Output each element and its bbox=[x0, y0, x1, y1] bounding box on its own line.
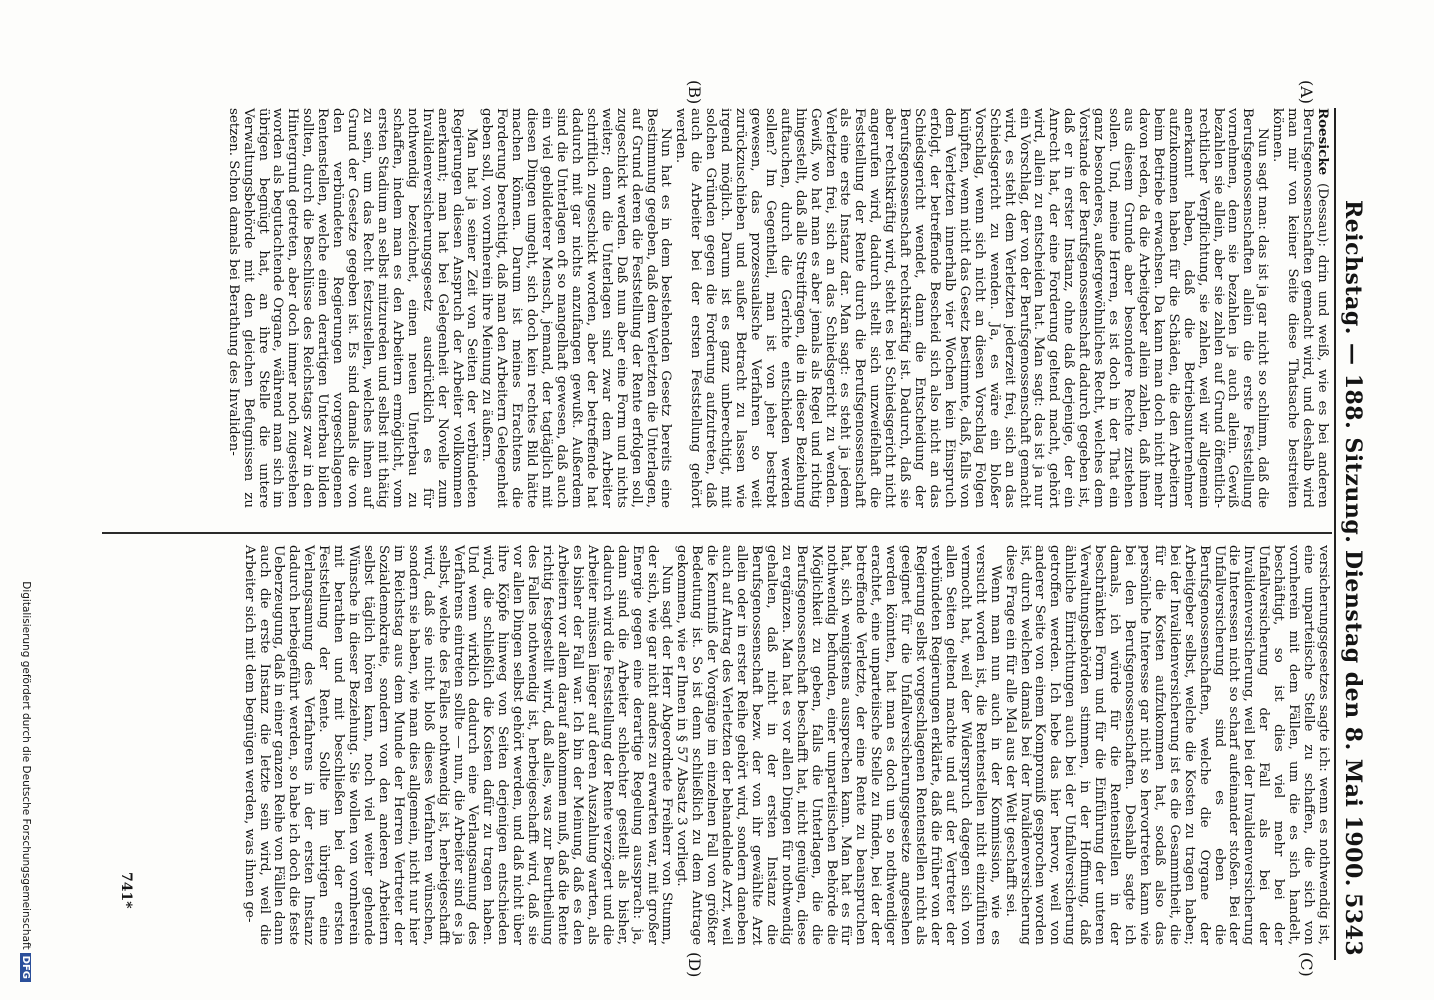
digitization-credit bbox=[20, 0, 32, 1000]
right-paragraph-2: Wenn man nun auch in der Kommission, wie es versucht worden ist, die Rentenstellen nicht einzuführen vermocht hat, weil der Widerspruch dagegen sich von allen Seiten geltend machte und auf der Vertreter der verbündeten Regierungen erklärte, daß die früher von der Regierung selbst vorgeschlagenen Rentenstellen nicht als geeignet für die Unfallversicherungsgesetze angesehen werden könnten, hat man es doch um so nothwendiger erachtet, eine unparteiische Stelle zu finden, bei der der betreffende Verletzte, der eine Rente zu beanspruchen hat, sich wenigstens aussprechen kann. Man hat es für nothwendig befunden, einer unparteiischen Behörde die Möglichkeit zu geben, falls die Unterlagen, die die Berufsgenossenschaft beschafft hat, nicht genügen, diese zu ergänzen. Man hat es vor allen Dingen für nothwendig gehalten, daß nicht in der ersten Instanz die Berufsgenossenschaft bezw. der von ihr gewählte Arzt allein oder in erster Reihe gehört wird, sondern daneben auch auf Antrag des Verletzten der behandelnde Arzt, weil die Kenntniß der Vorgänge im einzelnen Fall von größter Bedeutung ist. So ist denn schließlich zu dem Antrage gekommen, wie er Ihnen in § 57 Absatz 3 vorliegt. bbox=[674, 545, 1003, 945]
margin-letter-d: (D) bbox=[685, 952, 704, 978]
right-paragraph-3: Nun sagt der Herr Abgeordnete Freiherr von Stumm, der sich, wie gar nicht anders zu erwarten war, mit großer Energie gegen eine derartige Regelung aussprach: ja, dann sind die Arbeiter schlechter gestellt als bisher, dadurch wird die Feststellung der Rente verzögert und die Arbeiter müssen länger auf deren Auszahlung warten, als es bisher der Fall war. Ich bin der Meinung, daß es den Arbeitern vor allem darauf ankommen muß, daß die Rente richtig festgestellt wird, daß alles, was zur Beurtheilung des Falles nothwendig ist, herbeigeschafft wird, daß sie vor allen Dingen selbst gehört werden, und daß nicht über ihre Köpfe hinweg von Seiten derjenigen entschieden wird, die schließlich die Kosten dafür zu tragen haben. Und wenn wirklich dadurch eine Verlangsamung des Verfahrens eintreten sollte — nun, die Arbeiter sind es ja selbst, welche des Falles nothwendig ist, herbeigeschafft wird, daß sie nicht bloß dieses Verfahren wünschen, sondern sie haben, wie man dies allgemein, nicht nur hier im Reichstag aus dem Munde der Herren Vertreter der Sozialdemokratie, sondern von den anderen Arbeitern selbst täglich hören kann, noch viel weiter gehende Wünsche in dieser Beziehung. Sie wollen von vornherein mit berathen und mit beschließen bei der ersten Feststellung der Rente. Sollte im übrigen eine Verlangsamung des Verfahrens in der ersten Instanz dadurch herbeigeführt werden, so habe ich doch die feste Ueberzeugung, daß in einer ganzen Reihe von Fällen dann auch die erste Instanz die letzte sein wird, weil die Arbeiter sich mit dem begnügen werden, was ihnen ge- bbox=[241, 545, 675, 945]
speaker-suffix: (Dessau): bbox=[1315, 175, 1330, 247]
column-divider bbox=[102, 532, 1332, 534]
margin-letter-b: (B) bbox=[685, 80, 704, 105]
left-column bbox=[225, 108, 1330, 508]
dfg-logo: DFG bbox=[20, 953, 31, 982]
left-paragraph-1-text: drin und weiß, wie es bei anderen Berufsgenossenschaften gemacht wird, und deshalb wird man mir von keiner Seite diese Thatsache bestreiten können. bbox=[1270, 108, 1330, 508]
right-paragraph-1: versicherungsgesetzes sagte ich: wenn es nothwendig ist, eine unparteiische Stelle zu schaffen, die sich von vornherein mit dem Fällen, um die es sich handelt, beschäftigt, so ist dies viel mehr bei der Unfallversicherung der Fall als bei der Invalidenversicherung, weil bei der Invalidenversicherung die Interessen nicht so scharf aufeinander stoßen. Bei der Unfallversicherung sind es eben die Berufsgenossenschaften, welche die Organe der Arbeitgeber selbst, welche die Kosten zu tragen haben; bei der Invalidenversicherung ist es die Gesammtheit, die für die Kosten aufzukommen hat, sodaß also das persönliche Interesse gar nicht so hervortreten kann wie bei den Berufsgenossenschaften. Deshalb sagte ich damals, ich würde für die Rentenstellen in der beschränkten Form und für die Einführung der unteren Verwaltungsbehörden stimmen, in der Hoffnung, daß ähnliche Einrichtungen auch bei der Unfallversicherung getroffen werden. Ich hebe das hier hervor, weil von anderer Seite von einem Kompromiß gesprochen worden ist, durch welchen damals bei der Invalidenversicherung diese Frage ein für alle Mal aus der Welt geschafft sei. bbox=[1002, 545, 1331, 945]
left-paragraph-1 bbox=[1269, 108, 1330, 508]
margin-letter-a: (A) bbox=[1297, 80, 1316, 105]
page-header bbox=[1338, 0, 1434, 1000]
speaker-name: Roesicke bbox=[1315, 108, 1331, 176]
header-left-title: Reichstag. — 188. Sitzung. bbox=[1340, 200, 1366, 544]
printer-signature: 741* bbox=[118, 872, 134, 909]
header-rule bbox=[1334, 108, 1336, 960]
left-paragraph-4: Man hat ja seiner Zeit von Seiten der verbündeten Regierungen diesen Anspruch der Arbeiter vollkommen anerkannt; man hat bei Gelegenheit der Novelle zum Invalidenversicherungsgesetz ausdrücklich es für nothwendig bezeichnet, einen neuen Unterbau zu schaffen, indem man es den Arbeitern ermöglicht, vom ersten Stadium an selbst mitzureden und selbst mit thätig zu sein, um das Recht festzustellen, welches ihnen auf Grund der Gesetze gegeben ist. Es sind damals die von den verbündeten Regierungen vorgeschlagenen Rentenstellen, welche einen derartigen Unterbau bilden sollten, durch die Beschlüsse des Reichstags zwar in den Hintergrund getreten, aber doch immer noch zugestehen worden als begutachtende Organe, während man sich im übrigen begnügt hat, an ihre Stelle die untere Verwaltungsbehörde mit den gleichen Befugnissen zu setzen. Schon damals bei Berathung des Invaliden- bbox=[225, 108, 480, 508]
header-right-date: Dienstag den 8. Mai 1900. bbox=[1340, 550, 1366, 887]
margin-letter-c: (C) bbox=[1297, 952, 1316, 977]
right-column bbox=[241, 545, 1330, 945]
digitization-credit-text: Digitalisierung gefördert durch die Deutsche Forschungsgemeinschaft bbox=[20, 581, 32, 950]
left-paragraph-2: Nun sagt man: das ist ja gar nicht so schlimm, daß die Berufsgenossenschaften allein die erste Feststellung vornehmen, denn sie bezahlen ja auch allein. Gewiß bezahlen sie allein, aber sie zahlen auf Grund öffentlich-rechtlicher Verpflichtung, sie zahlen, weil wir allgemein anerkannt haben, daß die Betriebsunternehmer aufzukommen haben für die Schäden, die den Arbeitern beim Betriebe erwachsen. Da kann man doch nicht mehr davon reden, da die Arbeitgeber allein zahlen, daß ihnen aus diesem Grunde aber besondere Rechte zustehen sollen. Und, meine Herren, es ist doch in der That ein ganz besonderes, außergewöhnliches Recht, welches dem Vorstande der Berufsgenossenschaft dadurch gegeben ist, daß er in erster Instanz, ohne daß derjenige, der ein Anrecht hat, der eine Forderung geltend macht, gehört wird, allein zu entscheiden hat. Man sagt: das ist ja nur ein Vorschlag, der von der Berufsgenossenschaft gemacht wird, es steht dem Verletzten jederzeit frei, sich an das Schiedsgericht zu wenden. Ja, es wäre ein bloßer Vorschlag, wenn sich nicht an diesen Vorschlag Folgen knüpften, wenn nicht das Gesetz bestimmte, daß, falls von dem Verletzten innerhalb vier Wochen kein Einspruch erfolgt, der betreffende Bescheid sich also nicht an das Schiedsgericht wendet, dann die Entscheidung der Berufsgenossenschaft rechtskräftig ist. Dadurch, daß sie aber rechtskräftig wird, steht es bei Schiedsgericht nicht angerufen wird, dadurch stellt sich unzweifelhaft die Feststellung der Rente durch die Berufsgenossenschaft als eine erste Instanz dar. Man sagt: es steht ja jedem Verletzten frei, sich an das Schiedsgericht zu wenden. Gewiß, wo hat man es aber jemals als Regel und richtig hingestellt, daß alle Streitfragen, die in dieser Beziehung auftauchen, durch die Gerichte entschieden werden sollen? Im Gegentheil, man ist von jeher bestrebt gewesen, das prozessualische Verfahren so weit zurückzuschieben und außer Betracht zu lassen wie irgend möglich. Darum ist es ganz unberechtigt, mit solchen Gründen gegen die Forderung aufzutreten, daß auch die Arbeiter bei der ersten Feststellung gehört werden. bbox=[673, 108, 1271, 508]
page-number: 5343 bbox=[1340, 893, 1366, 957]
left-paragraph-3: Nun hat es in dem bestehenden Gesetz bereits eine Bestimmung gegeben, daß dem Verletzten die Unterlagen, auf Grund deren die Feststellung der Rente erfolgen soll, zugeschickt werden. Daß nun aber eine Form und nichts weiter; denn die Unterlagen sind zwar dem Arbeiter schriftlich zugeschickt worden, aber der betreffende hat dadurch mit gar nichts anzufangen gewußt. Außerdem sind die Unterlagen oft so mangelhaft gewesen, daß auch ein viel gebildeterer Mensch, jemand, der tagtäglich mit diesen Dingen umgeht, sich doch kein rechtes Bild hätte machen können. Darum ist meines Erachtens die Forderung berechtigt, daß man den Arbeitern Gelegenheit geben soll, von vornherein ihre Meinung zu äußern. bbox=[479, 108, 674, 508]
